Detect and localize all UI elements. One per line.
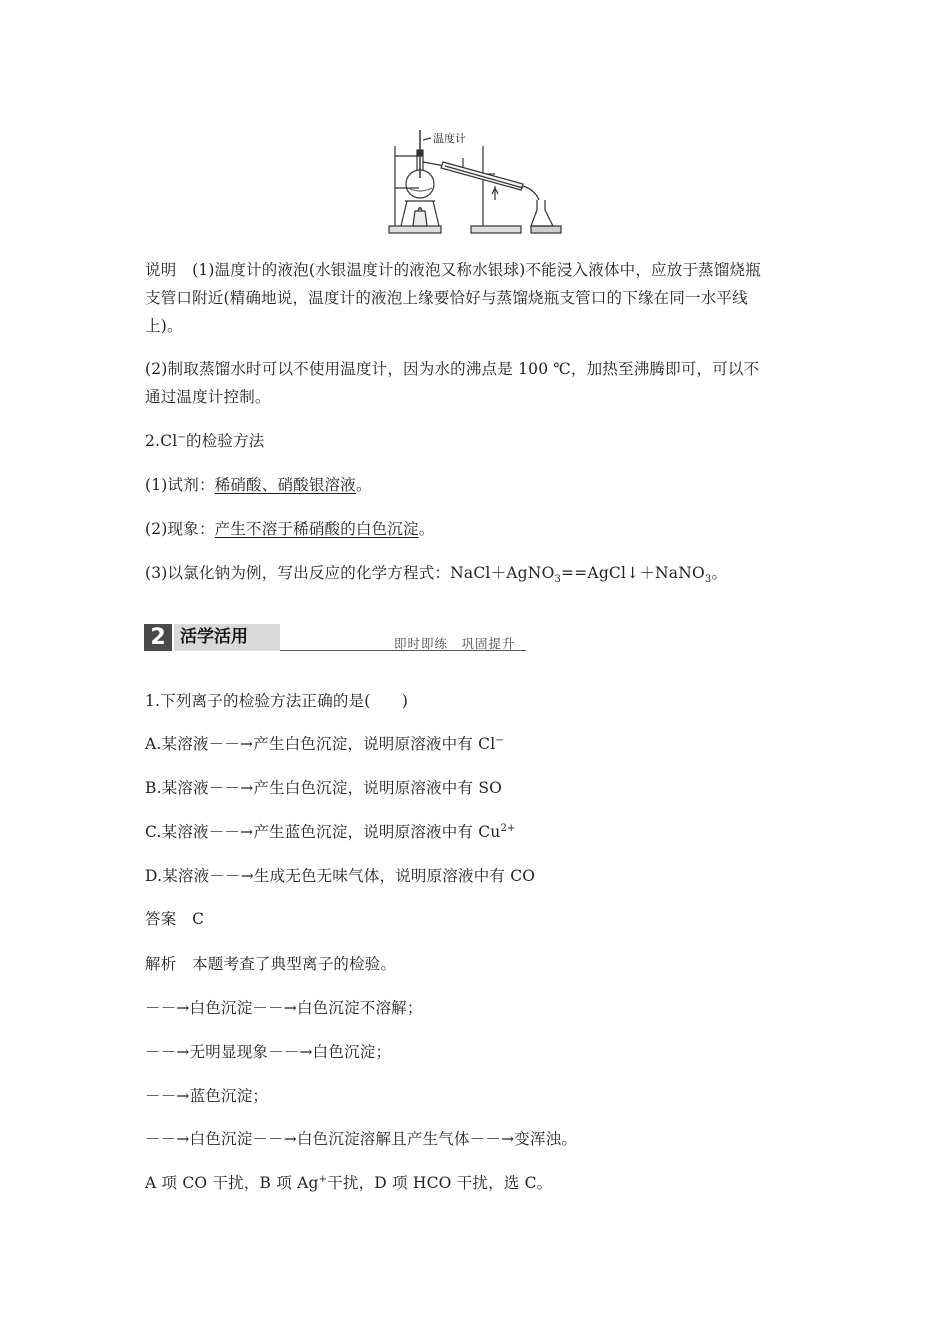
analysis-line: 解析 本题考查了典型离子的检验。 xyxy=(145,955,397,973)
note-line-1: 说明 (1)温度计的液泡(水银温度计的液泡又称水银球)不能浸入液体中，应放于蒸馏烧瓶 xyxy=(145,261,761,279)
option-c: C.某溶液－－→产生蓝色沉淀，说明原溶液中有 $Cu^{2+}$ xyxy=(145,822,516,841)
note-line-5: 通过温度计控制。 xyxy=(145,388,271,406)
analysis-step-3: －－→蓝色沉淀； xyxy=(145,1087,269,1105)
note-line-3: 上)。 xyxy=(145,317,183,335)
note-line-2: 支管口附近(精确地说，温度计的液泡上缘要恰好与蒸馏烧瓶支管口的下缘在同一水平线 xyxy=(145,289,748,307)
note-line-4: (2)制取蒸馏水时可以不使用温度计，因为水的沸点是 100 ℃，加热至沸腾即可，可以不 xyxy=(145,360,760,378)
option-a: A.某溶液－－→产生白色沉淀，说明原溶液中有 Cl− xyxy=(145,734,504,753)
section-number: 2 xyxy=(144,624,172,651)
reagent-line: (1)试剂：稀硝酸、硝酸银溶液。 xyxy=(145,476,372,494)
phenomenon-answer: 产生不溶于稀硝酸的白色沉淀 xyxy=(214,520,419,538)
analysis-step-2: －－→无明显现象－－→白色沉淀； xyxy=(145,1043,392,1061)
equation-line: (3)以氯化钠为例，写出反应的化学方程式：NaCl＋AgNO$_3$==AgCl↓＋NaNO$_3$。 xyxy=(145,564,728,586)
option-b: B.某溶液－－→产生白色沉淀，说明原溶液中有 SO xyxy=(145,779,503,797)
analysis-step-1: －－→白色沉淀－－→白色沉淀不溶解； xyxy=(145,999,423,1017)
analysis-step-4: －－→白色沉淀－－→白色沉淀溶解且产生气体－－→变浑浊。 xyxy=(145,1130,578,1148)
answer-line: 答案 C xyxy=(145,910,205,928)
phenomenon-line: (2)现象：产生不溶于稀硝酸的白色沉淀。 xyxy=(145,520,435,538)
distillation-apparatus-figure xyxy=(385,126,565,238)
reagent-answer: 稀硝酸、硝酸银溶液 xyxy=(214,476,356,494)
cl-test-heading: 2.Cl−的检验方法 xyxy=(145,431,265,450)
section-tagline: 即时即练 巩固提升 xyxy=(394,636,516,651)
question-stem: 1.下列离子的检验方法正确的是( ) xyxy=(145,692,409,710)
option-d: D.某溶液－－→生成无色无味气体，说明原溶液中有 CO xyxy=(145,867,536,885)
thermometer-label: 温度计 xyxy=(433,132,466,145)
section-banner xyxy=(144,622,526,654)
analysis-conclusion: A 项 CO 干扰，B 项 Ag+干扰，D 项 HCO 干扰，选 C。 xyxy=(145,1173,553,1192)
section-title: 活学活用 xyxy=(174,624,280,651)
